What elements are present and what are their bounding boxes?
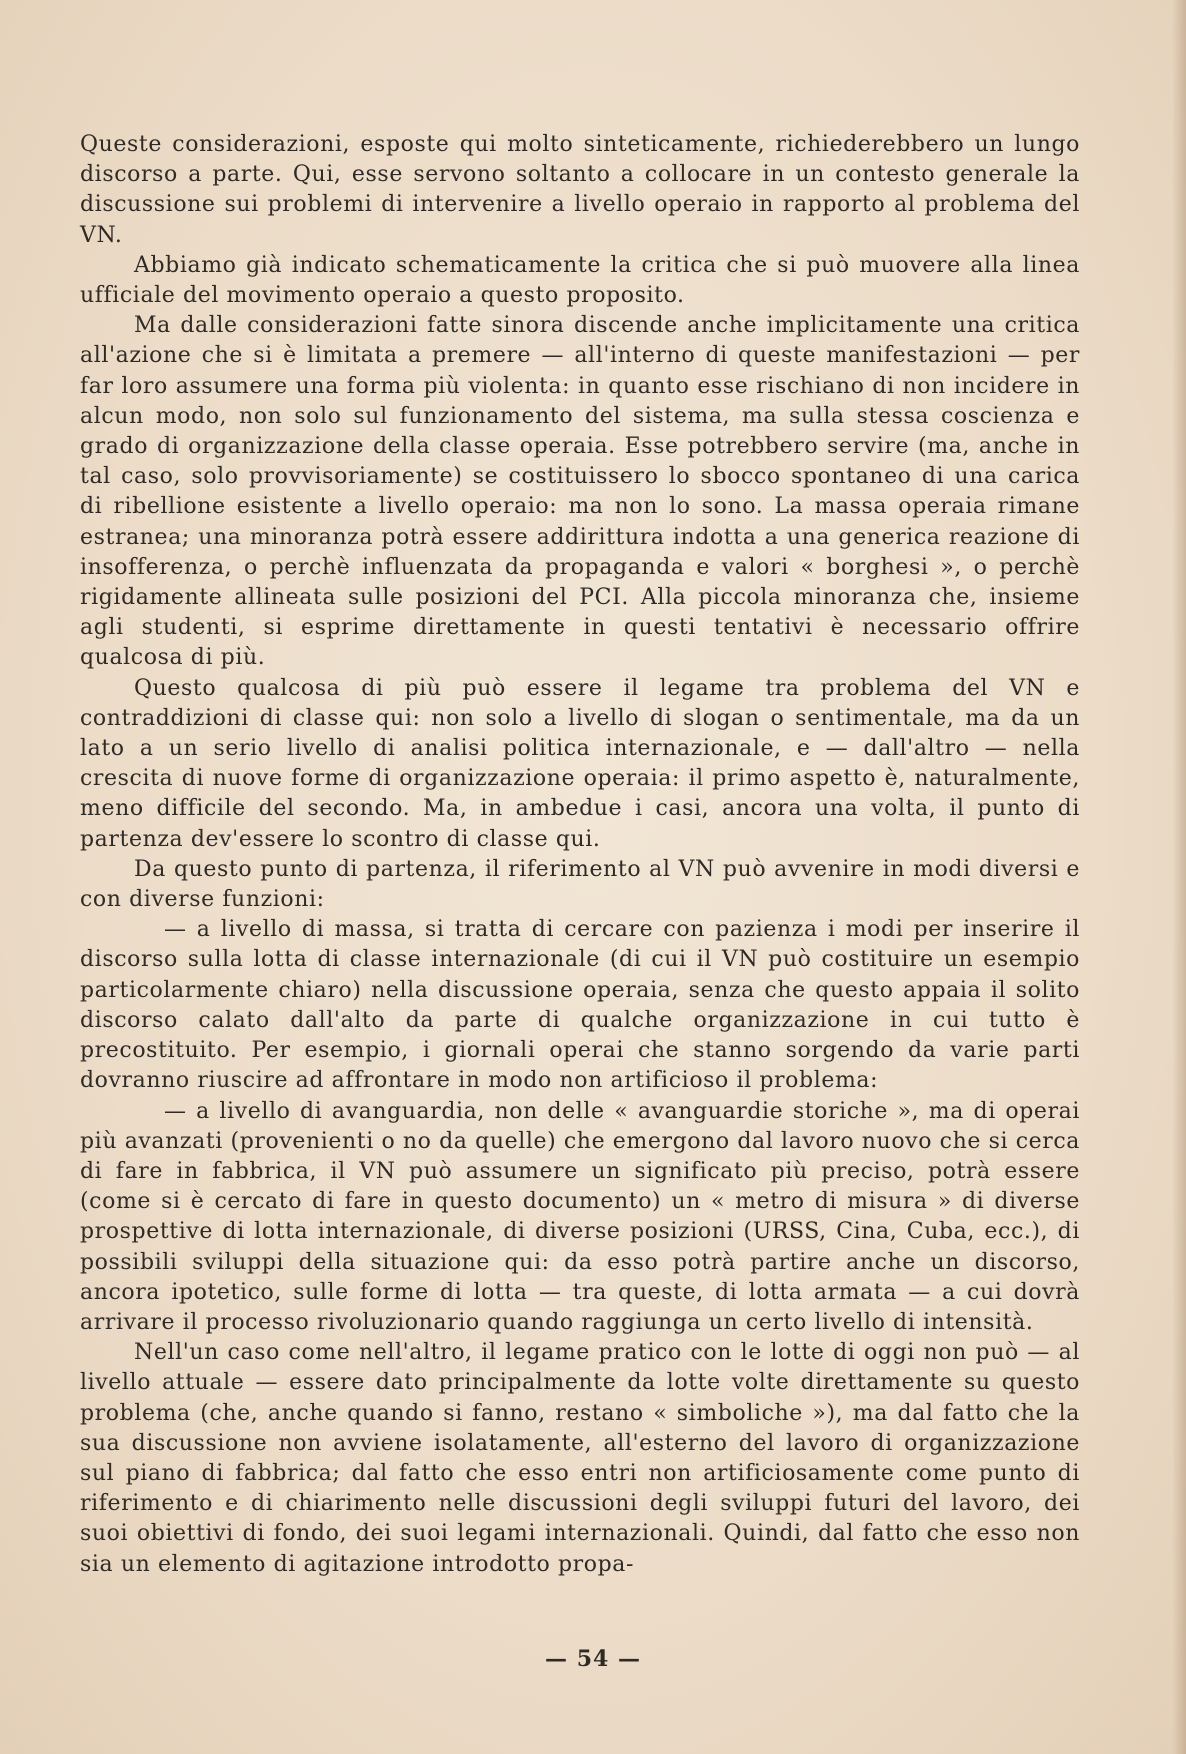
paragraph-8: Nell'un caso come nell'altro, il legame pratico con le lotte di oggi non può — al livello attuale — essere dato principalmente da lotte volte direttamente su questo problema (che, anche quando si fanno, restano « simboliche »), ma dal fatto che la sua discussione non avviene isolatamente, all'esterno del lavoro di organizzazione sul piano di fabbrica; dal fatto che esso entri non artificiosamente come punto di riferimento e di chiarimento nelle discussioni degli sviluppi futuri del lavoro, dei suoi obiettivi di fondo, dei suoi legami internazionali. Quindi, dal fatto che esso non sia un elemento di agitazione introdotto propa- bbox=[80, 1340, 1080, 1577]
paragraph-3: Ma dalle considerazioni fatte sinora discende anche implicitamente una critica all'azione che si è limitata a premere — all'interno di queste manifestazioni — per far loro assumere una forma più violenta: in quanto esse rischiano di non incidere in alcun modo, non solo sul funzionamento del sistema, ma sulla stessa coscienza e grado di organizzazione della classe operaia. Esse potrebbero servire (ma, anche in tal caso, solo provvisoriamente) se costituissero lo sbocco spontaneo di una carica di ribellione esistente a livello operaio: ma non lo sono. La massa operaia rimane estranea; una minoranza potrà essere addirittura indotta a una generica reazione di insofferenza, o perchè influenzata da propaganda e valori « borghesi », o perchè rigidamente allineata sulle posizioni del PCI. Alla piccola minoranza che, insieme agli studenti, si esprime direttamente in questi tentativi è necessario offrire qualcosa di più. bbox=[80, 313, 1080, 671]
paragraph-2: Abbiamo già indicato schematicamente la critica che si può muovere alla linea ufficiale del movimento operaio a questo proposito. bbox=[80, 252, 1080, 309]
page-number: — 54 — bbox=[545, 1646, 641, 1672]
body-text bbox=[80, 130, 1080, 1580]
page-edge-shadow bbox=[1172, 0, 1186, 1754]
paragraph-4: Questo qualcosa di più può essere il legame tra problema del VN e contraddizioni di classe qui: non solo a livello di slogan o sentimentale, ma da un lato a un serio livello di analisi politica internazionale, e — dall'altro — nella crescita di nuove forme di organizzazione operaia: il primo aspetto è, naturalmente, meno difficile del secondo. Ma, in ambedue i casi, ancora una volta, il punto di partenza dev'essere lo scontro di classe qui. bbox=[80, 675, 1080, 852]
paragraph-1: Queste considerazioni, esposte qui molto sinteticamente, richiederebbero un lungo discorso a parte. Qui, esse servono soltanto a collocare in un contesto generale la discussione sui problemi di intervenire a livello operaio in rapporto al problema del VN. bbox=[80, 132, 1080, 248]
paragraph-5: Da questo punto di partenza, il riferimento al VN può avvenire in modi diversi e con diverse funzioni: bbox=[80, 856, 1080, 913]
paragraph-6: — a livello di massa, si tratta di cercare con pazienza i modi per inserire il discorso sulla lotta di classe internazionale (di cui il VN può costituire un esempio particolarmente chiaro) nella discussione operaia, senza che questo appaia il solito discorso calato dall'alto da parte di qualche organizzazione in cui tutto è precostituito. Per esempio, i giornali operai che stanno sorgendo da varie parti dovranno riuscire ad affrontare in modo non artificioso il problema: bbox=[80, 917, 1080, 1094]
paragraph-7: — a livello di avanguardia, non delle « avanguardie storiche », ma di operai più avanzati (provenienti o no da quelle) che emergono dal lavoro nuovo che si cerca di fare in fabbrica, il VN può assumere un significato più preciso, potrà essere (come si è cercato di fare in questo documento) un « metro di misura » di diverse prospettive di lotta internazionale, di diverse posizioni (URSS, Cina, Cuba, ecc.), di possibili sviluppi della situazione qui: da esso potrà partire anche un discorso, ancora ipotetico, sulle forme di lotta — tra queste, di lotta armata — a cui dovrà arrivare il processo rivoluzionario quando raggiunga un certo livello di intensità. bbox=[80, 1098, 1080, 1335]
